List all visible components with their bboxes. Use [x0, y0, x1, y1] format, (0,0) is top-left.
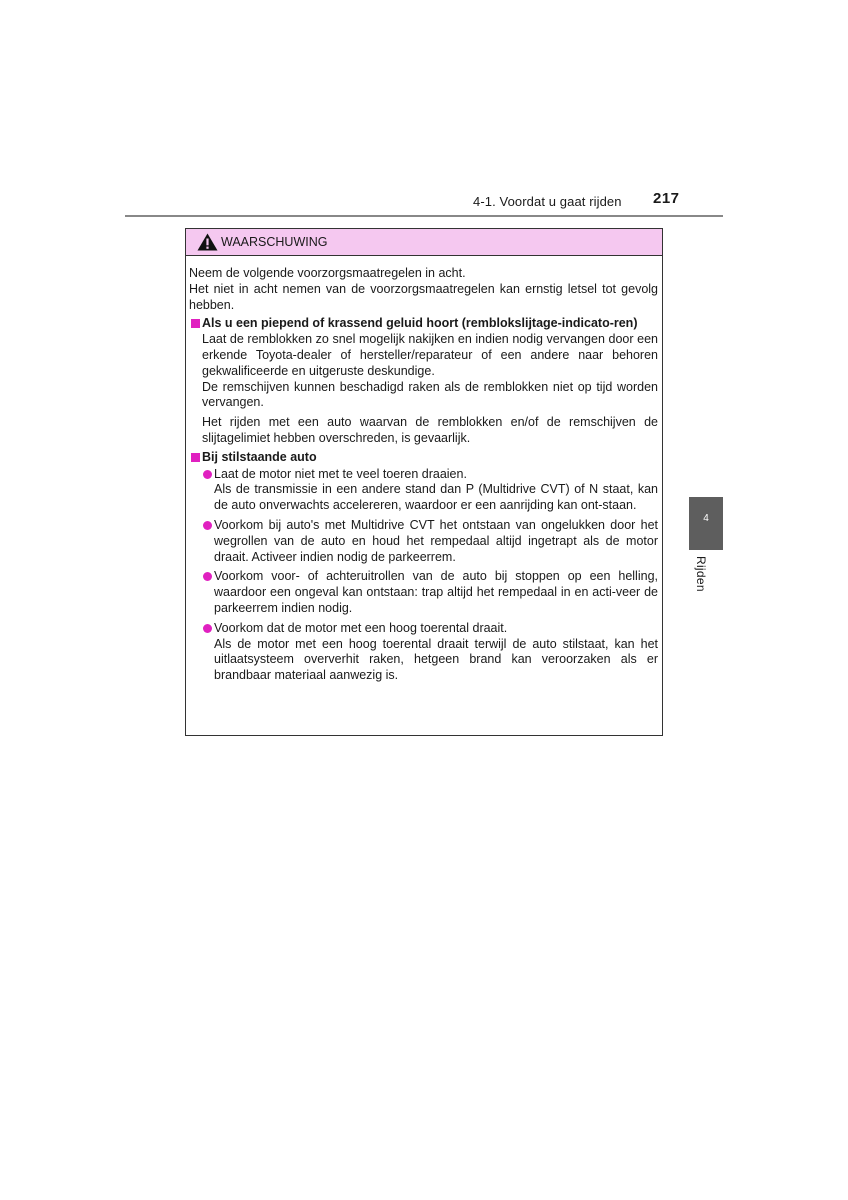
round-bullet-icon: [203, 521, 212, 530]
page-number: 217: [653, 190, 680, 207]
warning-header: [186, 229, 662, 256]
round-bullet-icon: [203, 470, 212, 479]
chapter-label: Rijden: [694, 556, 708, 592]
chapter-number: 4: [703, 513, 709, 524]
round-bullet-icon: [203, 572, 212, 581]
chapter-tab: [689, 497, 723, 550]
bullet-item: [189, 518, 658, 565]
bullet-item: [189, 621, 658, 684]
bullet-text: Laat de motor niet met te veel toeren draaien.: [214, 466, 467, 481]
bullet-item: [189, 569, 658, 616]
bullet-text: Voorkom bij auto's met Multidrive CVT het ontstaan van ongelukken door het wegrollen van de auto en houd het rempedaal altijd ingetrapt als de motor draait. Activeer indien nodig de parkeerrem.: [214, 517, 658, 564]
paragraph: Laat de remblokken zo snel mogelijk nakijken en indien nodig vervangen door een erkende Toyota-dealer of hersteller/reparateur of een andere naar behoren gekwalificeerde en uitgeruste deskundige.: [202, 332, 658, 378]
bullet-text: Voorkom voor- of achteruitrollen van de auto bij stoppen op een helling, waardoor een ongeval kan ontstaan: trap altijd het rempedaal in en acti-veer de parkeerrem indien nodig.: [214, 569, 658, 615]
bullet-item: [189, 467, 658, 514]
warning-title: WAARSCHUWING: [221, 235, 328, 249]
bullet-text: Voorkom dat de motor met een hoog toerental draait.: [214, 620, 508, 635]
square-bullet-icon: [191, 453, 200, 462]
header-divider: [125, 215, 723, 217]
bullet-continuation: Als de motor met een hoog toerental draait terwijl de auto stilstaat, kan het uitlaatsysteem oververhit raken, hetgeen brand kan veroorzaken als er brandbaar materiaal aanwezig is.: [214, 636, 658, 683]
section-heading: [189, 450, 658, 466]
warning-triangle-icon: [197, 233, 218, 251]
round-bullet-icon: [203, 624, 212, 633]
paragraph: Het rijden met een auto waarvan de remblokken en/of de remschijven de slijtagelimiet hebben overschreden, is gevaarlijk.: [202, 415, 658, 445]
section-title: 4-1. Voordat u gaat rijden: [473, 194, 622, 209]
intro-line: Het niet in acht nemen van de voorzorgsmaatregelen kan ernstig letsel tot gevolg hebben.: [189, 281, 658, 312]
section-heading-text: Als u een piepend of krassend geluid hoort (remblokslijtage-indicato-ren): [202, 316, 638, 331]
warning-box: [185, 228, 663, 736]
section-heading-text: Bij stilstaande auto: [202, 449, 317, 464]
warning-body: [186, 256, 662, 684]
section-heading: [189, 316, 658, 332]
paragraph: De remschijven kunnen beschadigd raken als de remblokken niet op tijd worden vervangen.: [202, 379, 658, 410]
square-bullet-icon: [191, 319, 200, 328]
bullet-continuation: Als de transmissie in een andere stand dan P (Multidrive CVT) of N staat, kan de auto onverwachts accelereren, waardoor er een aanrijding kan ont-staan.: [214, 482, 658, 513]
intro-line: Neem de volgende voorzorgsmaatregelen in acht.: [189, 266, 466, 280]
